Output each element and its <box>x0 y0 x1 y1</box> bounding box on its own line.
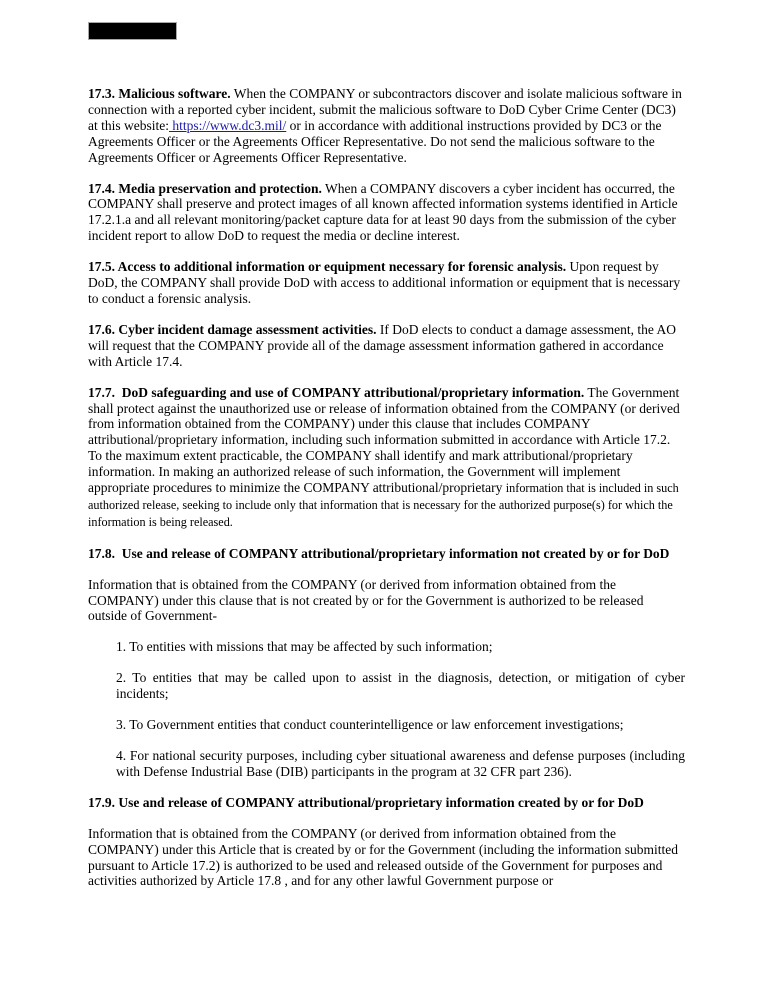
section-17-7-text: The Government shall protect against the unauthorized use or release of information obtained from the COMPANY (or derived from information obtained from the COMPANY) under this clause that includes COMPANY attributional/proprietary information, including such information submitted in accordance with Article 17.2. To the maximum extent practicable, the COMPANY shall identify and mark attributional/proprietary information. In making an authorized release of such information, the Government will implement appropriate procedures to minimize the COMPANY attributional/proprietary <box>88 384 680 496</box>
section-17-4-text: When a COMPANY discovers a cyber incident has occurred, the COMPANY shall preserve and protect images of all known affected information systems identified in Article 17.2.1.a and all relevant monitoring/packet capture data for at least 90 days from the submission of the cyber incident report to allow DoD to request the media or decline interest. <box>88 180 678 244</box>
section-17-3-text-after-link: or in accordance with additional instructions provided by DC3 or the Agreements Officer or the Agreements Officer Representative. Do not send the malicious software to the Agreements Officer or Agreements Officer Representative. <box>88 117 662 165</box>
section-17-3-paragraph <box>88 86 685 166</box>
redaction-bar <box>88 22 177 40</box>
section-17-3-text-before-link: When the COMPANY or subcontractors discover and isolate malicious software in connection with a reported cyber incident, submit the malicious software to DoD Cyber Crime Center (DC3) at this website: <box>88 86 682 133</box>
section-17-5-text: Upon request by DoD, the COMPANY shall provide DoD with access to additional information or equipment that is necessary to conduct a forensic analysis. <box>88 259 681 306</box>
dc3-website-link[interactable]: https://www.dc3.mil/ <box>169 117 287 133</box>
section-17-5-heading: 17.5. Access to additional information or equipment necessary for forensic analysis. <box>88 259 567 275</box>
list-item-3: 3. To Government entities that conduct counterintelligence or law enforcement investigations; <box>116 717 624 733</box>
section-17-3-heading: 17.3. Malicious software. <box>88 86 231 101</box>
section-17-7-text-small: information that is included in such authorized release, seeking to include only that information that is necessary for the authorized purpose(s) for which the information is being released. <box>88 481 679 529</box>
list-item-2: 2. To entities that may be called upon to assist in the diagnosis, detection, or mitigation of cyber incidents; <box>116 670 685 702</box>
section-17-4-heading: 17.4. Media preservation and protection. <box>88 180 322 196</box>
list-item-1: 1. To entities with missions that may be affected by such information; <box>116 639 493 655</box>
section-17-6-text: If DoD elects to conduct a damage assessment, the AO will request that the COMPANY provide all of the damage assessment information gathered in accordance with Article 17.4. <box>88 321 677 369</box>
section-17-4-paragraph <box>88 181 685 245</box>
section-17-7-paragraph <box>88 385 685 531</box>
section-17-9-heading: 17.9. Use and release of COMPANY attributional/proprietary information created by or for DoD <box>88 794 644 810</box>
section-17-6-paragraph <box>88 322 685 370</box>
section-17-9-paragraph: Information that is obtained from the COMPANY (or derived from information obtained from the COMPANY) under this Article that is created by or for the Government (including the information submitted pursuant to Article 17.2) is authorized to be used and released outside of the Government for purposes and activities authorized by Article 17.8 , and for any other lawful Government purpose or <box>88 825 679 889</box>
section-17-6-heading: 17.6. Cyber incident damage assessment activities. <box>88 321 377 337</box>
section-17-5-paragraph <box>88 259 685 307</box>
list-item-4: 4. For national security purposes, including cyber situational awareness and defense purposes (including with Defense Industrial Base (DIB) participants in the program at 32 CFR part 236). <box>116 748 685 779</box>
section-17-7-heading: 17.7. DoD safeguarding and use of COMPANY attributional/proprietary information. <box>88 384 585 400</box>
document-body <box>88 86 685 904</box>
section-17-8-heading: 17.8. Use and release of COMPANY attributional/proprietary information not created by or for DoD <box>88 545 670 561</box>
section-17-8-paragraph: Information that is obtained from the COMPANY (or derived from information obtained from the COMPANY) under this clause that is not created by or for the Government is authorized to be released outside of Government- <box>88 576 644 624</box>
